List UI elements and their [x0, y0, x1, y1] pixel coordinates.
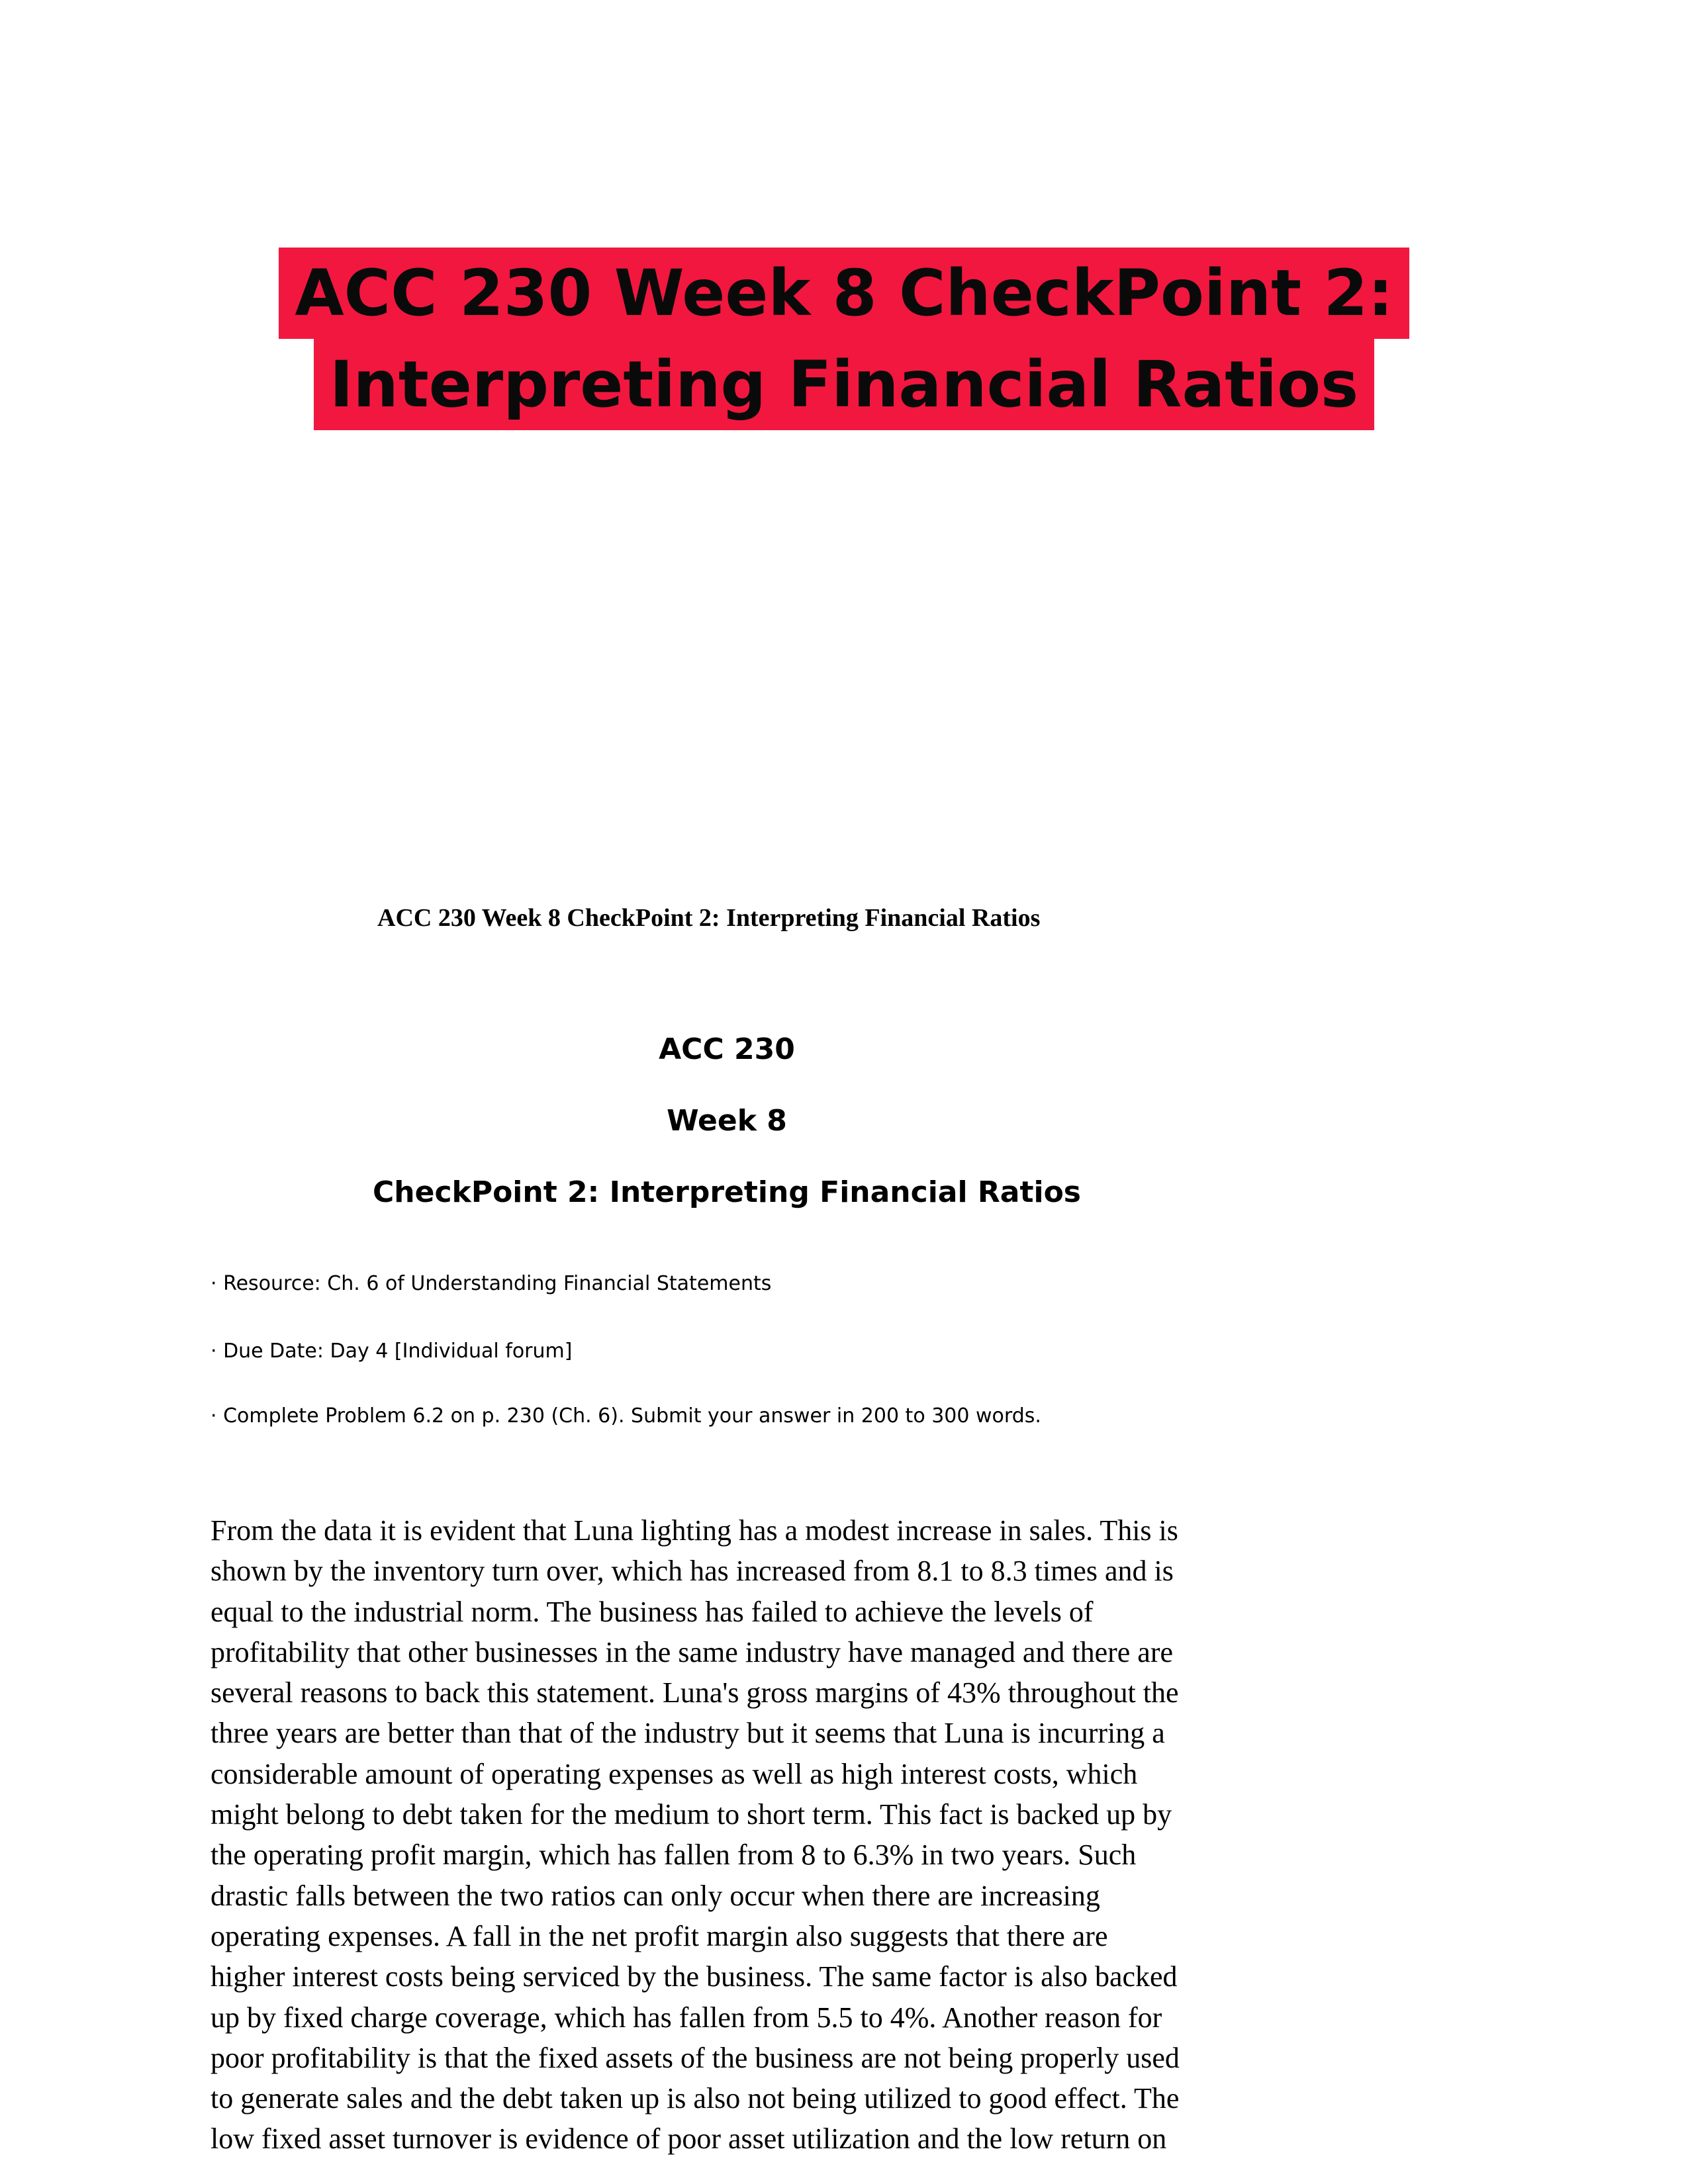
paragraph-line: might belong to debt taken for the medium to short term. This fact is backed up by — [211, 1798, 1172, 1831]
paragraph-line: to generate sales and the debt taken up is also not being utilized to good effect. The — [211, 2082, 1180, 2115]
paragraph-line: profitability that other businesses in the same industry have managed and there are — [211, 1635, 1173, 1668]
paragraph-line: three years are better than that of the industry but it seems that Luna is incurring a — [211, 1717, 1165, 1750]
document-header: ACC 230 Week 8 CheckPoint 2: Interpreting Financial Ratios — [377, 904, 1041, 932]
answer-paragraph — [211, 1510, 1243, 2160]
banner-title-line-1: ACC 230 Week 8 CheckPoint 2: — [279, 248, 1409, 339]
list-item: · Resource: Ch. 6 of Understanding Financial Statements — [211, 1272, 772, 1295]
list-item: · Due Date: Day 4 [Individual forum] — [211, 1340, 573, 1363]
paragraph-line: drastic falls between the two ratios can only occur when there are increasing — [211, 1879, 1100, 1912]
paragraph-line: From the data it is evident that Luna lighting has a modest increase in sales. This is — [211, 1514, 1178, 1547]
paragraph-line: shown by the inventory turn over, which has increased from 8.1 to 8.3 times and is — [211, 1555, 1174, 1588]
paragraph-line: up by fixed charge coverage, which has fallen from 5.5 to 4%. Another reason for — [211, 2001, 1162, 2034]
title-banner — [0, 248, 1688, 430]
week-label: Week 8 — [667, 1104, 787, 1138]
paragraph-line: several reasons to back this statement. Luna's gross margins of 43% throughout the — [211, 1676, 1179, 1709]
paragraph-line: considerable amount of operating expenses as well as high interest costs, which — [211, 1757, 1138, 1790]
paragraph-line: low fixed asset turnover is evidence of poor asset utilization and the low return on — [211, 2122, 1167, 2156]
paragraph-line: operating expenses. A fall in the net profit margin also suggests that there are — [211, 1919, 1108, 1952]
list-item: · Complete Problem 6.2 on p. 230 (Ch. 6). Submit your answer in 200 to 300 words. — [211, 1404, 1041, 1428]
paragraph-line: equal to the industrial norm. The business has failed to achieve the levels of — [211, 1595, 1094, 1628]
course-code: ACC 230 — [659, 1032, 795, 1066]
assignment-title: CheckPoint 2: Interpreting Financial Ratios — [373, 1175, 1081, 1209]
banner-title-line-2: Interpreting Financial Ratios — [314, 339, 1374, 430]
paragraph-line: higher interest costs being serviced by the business. The same factor is also backed — [211, 1960, 1178, 1993]
paragraph-line: the operating profit margin, which has fallen from 8 to 6.3% in two years. Such — [211, 1839, 1137, 1872]
paragraph-line: poor profitability is that the fixed assets of the business are not being properly used — [211, 2041, 1180, 2074]
